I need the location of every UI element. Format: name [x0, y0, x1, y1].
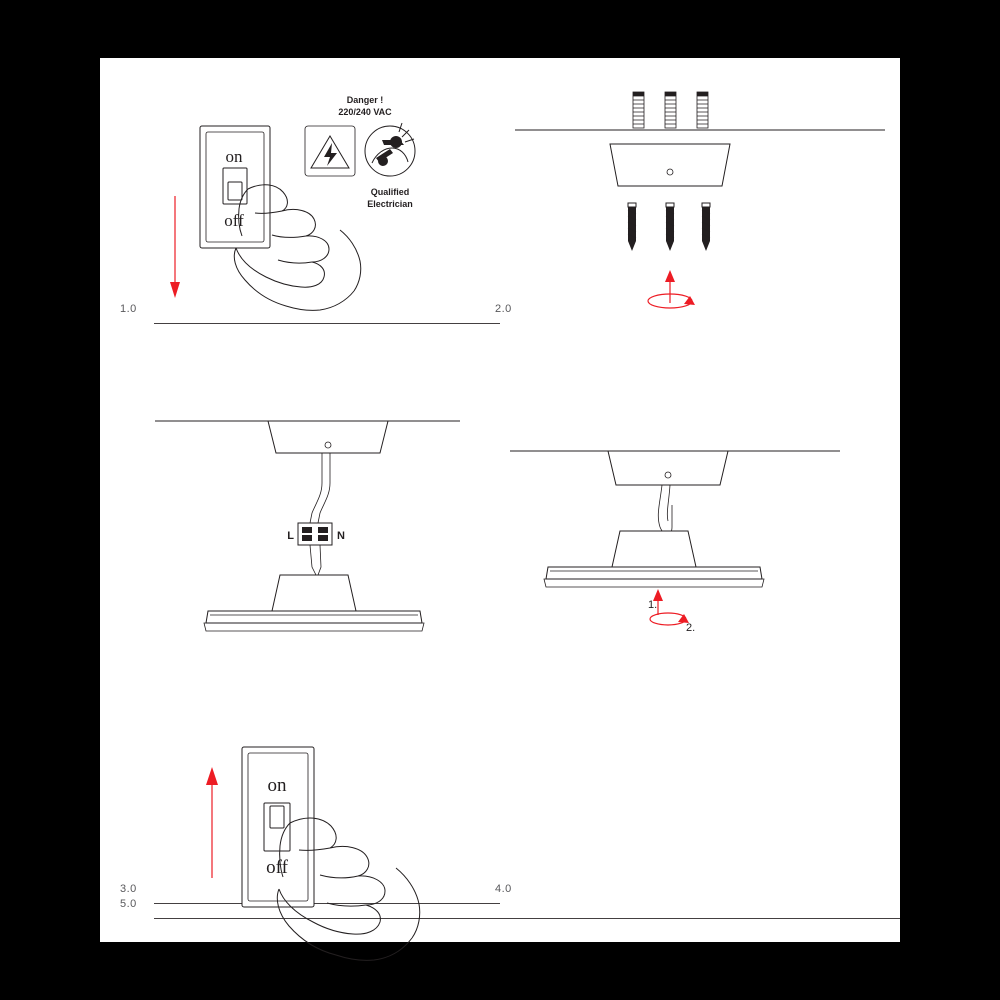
luminaire-icon — [544, 531, 764, 587]
mounting-bracket-icon — [608, 451, 728, 485]
step-2-panel — [495, 58, 900, 323]
svg-text:L: L — [287, 530, 294, 542]
svg-text:N: N — [337, 530, 345, 542]
luminaire-icon — [204, 575, 424, 631]
wall-anchor-icon — [633, 92, 708, 128]
step-4-number: 4.0 — [495, 883, 512, 895]
step-5-number: 5.0 — [120, 898, 137, 910]
terminal-block-icon — [287, 523, 345, 545]
svg-text:off: off — [224, 211, 244, 230]
svg-text:on: on — [225, 147, 243, 166]
step-5-illustration — [100, 643, 600, 918]
screw-icon — [628, 203, 710, 251]
step-3-number: 3.0 — [120, 883, 137, 895]
step-4-illustration — [500, 323, 900, 643]
svg-text:Electrician: Electrician — [367, 199, 413, 209]
step-4-panel — [495, 323, 900, 895]
svg-text:Danger !: Danger ! — [346, 95, 384, 105]
svg-text:off: off — [266, 857, 288, 878]
step-3-illustration — [100, 323, 500, 643]
step-2-illustration — [500, 58, 900, 323]
wire-icon-lower — [310, 545, 321, 575]
svg-text:Qualified: Qualified — [370, 187, 410, 197]
wire-icon — [658, 485, 672, 535]
step-1-illustration — [100, 58, 500, 323]
svg-text:on: on — [267, 775, 287, 796]
step-1-panel — [100, 58, 500, 323]
rotate-arrow-icon — [650, 613, 695, 634]
step-5-panel — [100, 643, 900, 918]
qualified-electrician-icon — [365, 123, 415, 209]
light-switch-icon — [200, 126, 270, 248]
svg-text:2.: 2. — [686, 622, 696, 634]
push-arrow-icon — [648, 589, 663, 615]
mounting-bracket-icon — [268, 421, 388, 453]
step-1-number: 1.0 — [120, 303, 137, 315]
upward-arrow-icon — [206, 767, 218, 878]
danger-warning-label — [338, 95, 392, 117]
svg-text:220/240 VAC: 220/240 VAC — [338, 107, 392, 117]
step-5-rule — [154, 918, 900, 919]
wire-icon — [310, 453, 330, 523]
light-switch-icon — [242, 747, 314, 907]
step-2-number: 2.0 — [495, 303, 512, 315]
svg-text:1.: 1. — [648, 599, 658, 611]
electric-shock-warning-icon — [305, 126, 355, 176]
mounting-bracket-icon — [610, 144, 730, 186]
rotate-arrow-icon — [648, 270, 695, 308]
downward-arrow-icon — [170, 196, 180, 298]
instruction-sheet — [100, 58, 900, 942]
